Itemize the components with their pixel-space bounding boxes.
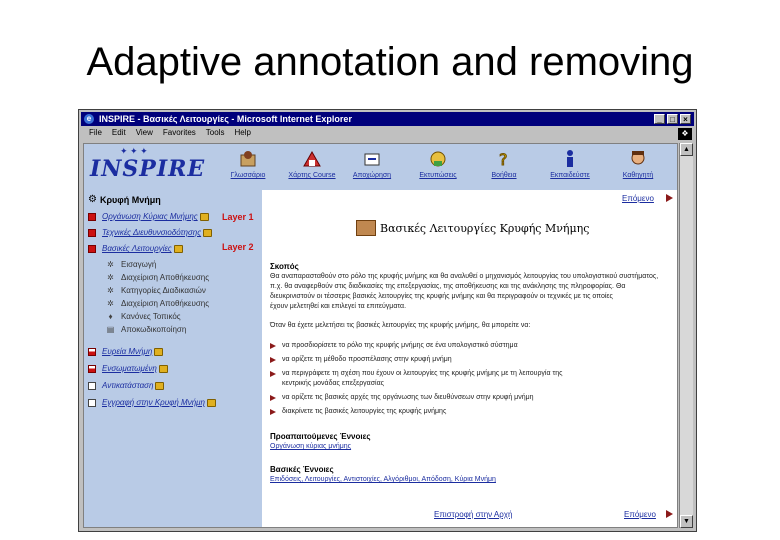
bullet-arrow-icon: [270, 409, 276, 415]
sub-item[interactable]: ✲ Εισαγωγή: [107, 260, 157, 269]
lock-icon: [203, 229, 212, 237]
nav-print[interactable]: Εκτυπώσεις: [410, 148, 466, 179]
sidebar-item-basic-ops[interactable]: Βασικές Λειτουργίες: [88, 244, 183, 253]
status-square: [88, 365, 96, 373]
gear-icon: ✲: [107, 273, 114, 282]
bullet-arrow-icon: [270, 357, 276, 363]
objective-item: να ορίζετε τις βασικές αρχές της οργάνωσης των διευθύνσεων στην κρυφή μνήμη: [282, 394, 534, 401]
top-banner: [84, 144, 678, 190]
window-titlebar: [81, 112, 694, 126]
nav-help[interactable]: ? Βοήθεια: [491, 150, 517, 179]
maximize-button[interactable]: □: [667, 114, 678, 124]
menu-edit[interactable]: Edit: [111, 128, 126, 137]
lock-icon: [154, 348, 163, 356]
learner-icon: [559, 148, 581, 170]
sidebar-item-wide-memory[interactable]: Ευρεία Μνήμη: [88, 347, 163, 356]
pin-icon: ♦: [108, 312, 113, 321]
status-square: [88, 382, 96, 390]
menu-favorites[interactable]: Favorites: [162, 128, 196, 137]
bullet-arrow-icon: [270, 371, 276, 377]
sidebar-root[interactable]: ⚙ Κρυφή Μνήμη: [88, 194, 161, 205]
layer-1-label: Layer 1: [222, 212, 254, 222]
gear-icon: ✲: [107, 260, 114, 269]
intro-text: Όταν θα έχετε μελετήσει τις βασικές λειτουργίες της κρυφής μνήμης, θα μπορείτε να:: [270, 322, 531, 329]
section-title: Σκοπός: [270, 262, 299, 271]
inspire-logo: INSPIRE: [90, 156, 206, 182]
glossary-icon: [237, 148, 259, 170]
next-link-top[interactable]: Επόμενο: [622, 194, 654, 203]
objective-item: να περιγράφετε τη σχέση που έχουν οι λειτουργίες της κρυφής μνήμης με τη λειτουργία της: [282, 370, 563, 377]
back-to-top-link[interactable]: Επιστροφή στην Αρχή: [434, 510, 513, 519]
gear-icon: ✲: [107, 299, 114, 308]
concepts-links[interactable]: Επιδόσεις, Λειτουργίες, Αντιστοιχίες, Αλγόριθμοι, Απόδοση, Κύρια Μνήμη: [270, 476, 496, 483]
para-line: έχουν μελετηθεί και επιλεγεί τα επιτεύγματα.: [270, 303, 407, 310]
nav-exit[interactable]: Αποχώρηση: [344, 148, 400, 179]
status-square: [88, 399, 96, 407]
close-button[interactable]: ×: [680, 114, 691, 124]
lock-icon: [200, 213, 209, 221]
nav-course-map[interactable]: Χάρτης Course: [284, 148, 340, 179]
para-line: π.χ. θα αναφερθούν στις διαδικασίες της επεξεργασίας, της αποθήκευσης και της ανάκλησης της πληροφορίας. Θα: [270, 283, 626, 290]
objective-item: να ορίζετε τη μέθοδο προσπέλασης στην κρυφή μνήμη: [282, 356, 452, 363]
para-line: Θα αναπαρασταθούν στο ρόλο της κρυφής μνήμης και θα αναλυθεί ο μηχανισμός λειτουργίας του υπολογιστικού συστήματος,: [270, 273, 659, 280]
next-arrow-icon[interactable]: [666, 194, 673, 202]
doc-icon: ▤: [106, 325, 115, 334]
menu-help[interactable]: Help: [234, 128, 251, 137]
teacher-icon: [627, 148, 649, 170]
objective-item-cont: κεντρικής μονάδας επεξεργασίας: [282, 380, 385, 387]
sub-item[interactable]: ✲ Διαχείριση Αποθήκευσης: [107, 273, 210, 282]
nav-teacher[interactable]: Καθηγητή: [610, 148, 666, 179]
gear-icon: ✲: [107, 286, 114, 295]
menu-file[interactable]: File: [89, 128, 102, 137]
lock-icon: [155, 382, 164, 390]
menu-bar: [81, 127, 694, 139]
lock-icon: [207, 399, 216, 407]
scroll-down-icon[interactable]: ▼: [680, 515, 693, 528]
menu-tools[interactable]: Tools: [205, 128, 225, 137]
print-icon: [427, 148, 449, 170]
sub-item[interactable]: ♦ Κανόνες Τοπικός: [106, 312, 181, 321]
stars-icon: ✦ ✦ ✦: [120, 146, 148, 156]
help-icon: [493, 148, 515, 170]
exit-icon: [361, 148, 383, 170]
minimize-button[interactable]: _: [654, 114, 665, 124]
sidebar-item-main-memory[interactable]: Οργάνωση Κύριας Μνήμης: [88, 212, 209, 221]
next-arrow-icon[interactable]: [666, 510, 673, 518]
layer-2-label: Layer 2: [222, 242, 254, 252]
nav-learner[interactable]: Εκπαιδεύστε: [542, 148, 598, 179]
course-map-icon: [301, 148, 323, 170]
scroll-up-icon[interactable]: ▲: [680, 143, 693, 156]
window-title: INSPIRE - Βασικές Λειτουργίες - Microsoft Internet Explorer: [99, 114, 352, 124]
sub-item[interactable]: ▤ Αποκωδικοποίηση: [106, 325, 187, 334]
sidebar-item-embedded[interactable]: Ενσωματωμένη: [88, 364, 168, 373]
page-content: [83, 143, 678, 528]
ie-icon: e: [84, 114, 94, 124]
status-square: [88, 348, 96, 356]
browser-window: [78, 109, 697, 532]
status-square: [88, 213, 96, 221]
menu-view[interactable]: View: [135, 128, 153, 137]
slide-title: Adaptive annotation and removing: [86, 40, 694, 84]
book-icon: [356, 220, 376, 236]
sidebar-item-replacement[interactable]: Αντικατάσταση: [88, 381, 164, 390]
prereq-title: Προαπαιτούμενες Έννοιες: [270, 432, 371, 441]
vertical-scrollbar[interactable]: [679, 143, 693, 528]
sidebar: [84, 190, 262, 528]
status-square: [88, 229, 96, 237]
next-link-bottom[interactable]: Επόμενο: [624, 510, 656, 519]
bullet-arrow-icon: [270, 395, 276, 401]
nav-glossary[interactable]: Γλωσσάριο: [220, 148, 276, 179]
windows-logo-icon: ❖: [678, 128, 692, 140]
sidebar-item-write[interactable]: Εγγραφή στην Κρυφή Μνήμη: [88, 398, 216, 407]
sub-item[interactable]: ✲ Κατηγορίες Διαδικασιών: [107, 286, 206, 295]
cache-icon: ⚙: [88, 194, 97, 205]
bullet-arrow-icon: [270, 343, 276, 349]
page-heading: Βασικές Λειτουργίες Κρυφής Μνήμης: [356, 220, 589, 236]
lock-icon: [159, 365, 168, 373]
main-panel: [270, 190, 675, 528]
objective-item: να προσδιορίσετε το ρόλο της κρυφής μνήμης σε ένα υπολογιστικό σύστημα: [282, 342, 518, 349]
objective-item: διακρίνετε τις βασικές λειτουργίες της κρυφής μνήμης: [282, 408, 447, 415]
sub-item[interactable]: ✲ Διαχείριση Αποθήκευσης: [107, 299, 210, 308]
sidebar-item-addressing[interactable]: Τεχνικές Διευθυνσιοδότησης: [88, 228, 212, 237]
prereq-links[interactable]: Οργάνωση κύριας μνήμης: [270, 443, 352, 450]
status-square: [88, 245, 96, 253]
concepts-title: Βασικές Έννοιες: [270, 465, 334, 474]
lock-icon: [174, 245, 183, 253]
svg-text:?: ?: [499, 150, 508, 169]
para-line: διευκρινιστούν οι τέσσερις βασικές λειτουργίες της κρυφής μνήμης και θα περιγραφούν οι τεχνικές με τις οποίες: [270, 293, 613, 300]
